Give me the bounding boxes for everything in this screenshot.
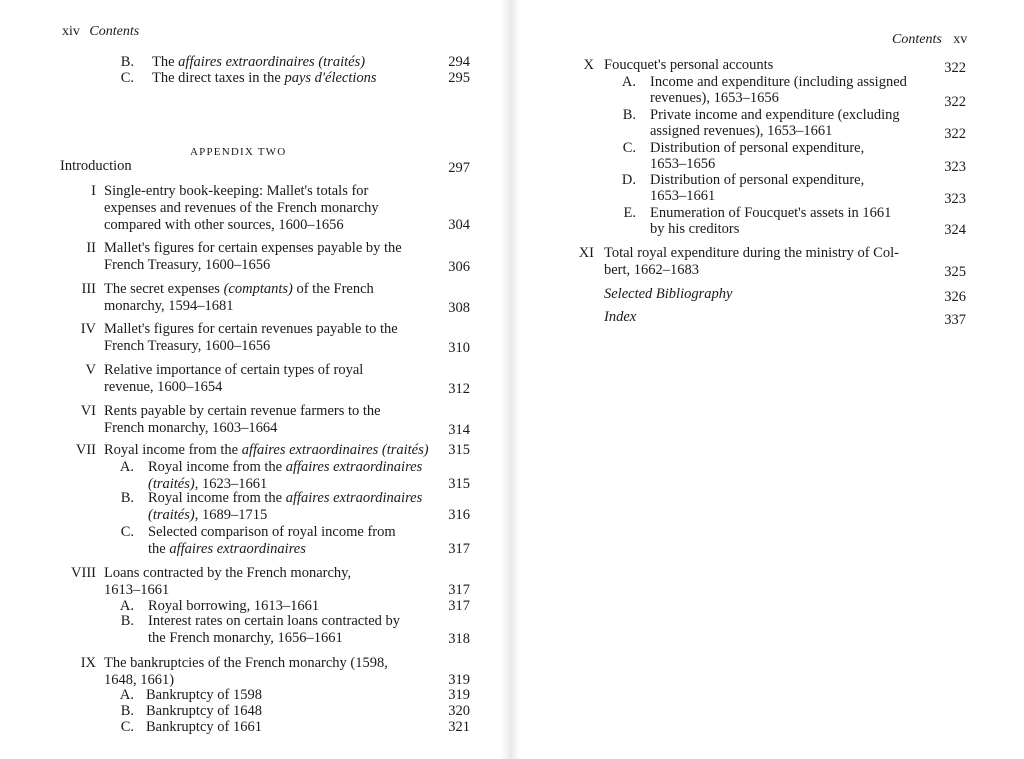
entry-numeral: VII [75,442,96,458]
entry-line-1: Royal borrowing, 1613–1661 [148,598,320,614]
toc-subentry-X-B[interactable] [614,107,966,141]
entry-page: 304 [448,217,470,233]
left-page-number: xiv [62,24,80,39]
entry-label: A. [119,687,134,703]
right-running-head [892,32,967,48]
entry-text: Royal income from the [148,490,286,506]
entry-line-2: 1613–1661 [104,582,170,598]
entry-line-1: Distribution of personal expenditure, [650,140,865,156]
entry-page: 294 [448,54,470,70]
left-page [0,0,500,759]
entry-page: 319 [448,672,470,688]
entry-line-1: Foucquet's personal accounts [604,57,774,73]
toc-entry-IX[interactable] [60,655,470,689]
entry-page: 322 [944,126,966,142]
entry-label: C. [622,140,636,156]
entry-line-2: French monarchy, 1603–1664 [104,420,278,436]
entry-line-1: Relative importance of certain types of royal [104,362,364,378]
entry-text-italic: affaires extraordinaires [169,541,306,557]
entry-line-2: assigned revenues), 1653–1661 [650,123,833,139]
entry-line-2: French Treasury, 1600–1656 [104,257,271,273]
entry-text-italic: affaires extraordinaires (traités) [241,442,429,458]
entry-label: B. [622,107,636,123]
right-page [520,0,1024,759]
toc-entry-VIII[interactable] [60,565,470,599]
entry-page: 326 [944,289,966,305]
entry-text: The secret expenses [104,281,224,297]
entry-label: C. [120,524,134,540]
toc-entry-V[interactable] [60,362,470,396]
entry-numeral: III [81,281,96,297]
entry-text: The [152,54,179,70]
entry-numeral: X [583,57,594,73]
toc-entry-III[interactable] [60,281,470,315]
entry-line-1: Bankruptcy of 1598 [146,687,262,703]
entry-page: 316 [448,507,470,523]
toc-subentry-IX-B[interactable] [100,703,470,719]
entry-label: B. [120,613,134,629]
entry-page: 322 [944,94,966,110]
entry-line-1: Mallet's figures for certain revenues payable to the [104,321,398,337]
entry-page: 297 [448,160,470,176]
entry-text-italic: affaires extraordinaires (traités) [178,54,366,70]
toc-subentry-IX-A[interactable] [100,687,470,703]
entry-numeral: VI [80,403,96,419]
entry-page: 314 [448,422,470,438]
toc-subentry-VIII-B[interactable] [100,613,470,647]
right-running-title: Contents [892,32,942,47]
entry-line-2: revenue, 1600–1654 [104,379,223,395]
entry-line-1 [104,442,429,458]
entry-line-1: Bankruptcy of 1648 [146,703,262,719]
entry-page: 321 [448,719,470,735]
entry-page: 324 [944,222,966,238]
entry-line-1: Private income and expenditure (excluding [650,107,900,123]
entry-line-2: 1653–1656 [650,156,716,172]
entry-line-1: Enumeration of Foucquet's assets in 1661 [650,205,892,221]
entry-text: Royal income from the [104,442,242,458]
toc-entry-VII[interactable] [60,442,470,460]
entry-text: the [148,541,170,557]
entry-label: A. [119,598,134,614]
toc-subentry-X-C[interactable] [614,140,966,174]
toc-entry-bibliography[interactable] [604,286,966,304]
entry-line-1 [148,459,422,475]
toc-subentry-IX-C[interactable] [100,719,470,735]
entry-label: B. [120,703,134,719]
book-gutter [500,0,520,759]
entry-label: B. [120,54,134,70]
entry-page: 315 [448,442,470,458]
entry-line-2 [148,507,267,523]
entry-text: The direct taxes in the [152,70,285,86]
entry-page: 337 [944,312,966,328]
entry-line-1: Interest rates on certain loans contracted by [148,613,401,629]
appendix-heading: APPENDIX TWO [190,146,287,158]
right-page-number: xv [953,32,968,47]
toc-entry-XI[interactable] [566,245,966,279]
left-running-title: Contents [89,24,140,39]
toc-subentry-VII-A[interactable] [100,459,470,493]
entry-numeral: II [86,240,96,256]
toc-entry-B[interactable] [100,54,470,70]
toc-entry-VI[interactable] [60,403,470,437]
entry-numeral: XI [578,245,594,261]
toc-entry-IV[interactable] [60,321,470,355]
toc-entry-I[interactable] [60,183,470,235]
entry-line-1: Distribution of personal expenditure, [650,172,865,188]
entry-line-1: Total royal expenditure during the ministry of Col- [604,245,899,261]
entry-line-2: French Treasury, 1600–1656 [104,338,271,354]
entry-numeral: V [85,362,96,378]
entry-label: A. [621,74,636,90]
left-running-head [62,24,139,40]
entry-line-1 [104,281,374,297]
entry-label: C. [120,70,134,86]
toc-subentry-VIII-A[interactable] [100,598,470,614]
entry-label: C. [120,719,134,735]
entry-line-2: bert, 1662–1683 [604,262,700,278]
entry-title: Selected Bibliography [604,286,733,302]
entry-text: of the French [292,281,374,297]
entry-title [152,70,377,86]
entry-text-italic: pays d'élections [284,70,377,86]
entry-text: , 1623–1661 [194,476,268,492]
entry-text: , 1689–1715 [194,507,268,523]
entry-line-2: revenues), 1653–1656 [650,90,779,106]
entry-numeral: I [91,183,96,199]
entry-page: 323 [944,191,966,207]
toc-subentry-VII-C[interactable] [100,524,470,558]
entry-page: 308 [448,300,470,316]
entry-page: 317 [448,582,470,598]
entry-text-italic: (traités) [148,507,195,523]
entry-line-1: Selected comparison of royal income from [148,524,396,540]
entry-page: 325 [944,264,966,280]
entry-line-1 [148,490,422,506]
entry-line-1: Rents payable by certain revenue farmers to the [104,403,381,419]
entry-title: Index [604,309,637,325]
entry-line-2: expenses and revenues of the French monarchy [104,200,379,216]
entry-title: Introduction [60,158,132,174]
entry-numeral: VIII [71,565,96,581]
entry-page: 317 [448,541,470,557]
entry-page: 295 [448,70,470,86]
entry-text-italic: (comptants) [223,281,293,297]
entry-line-2: monarchy, 1594–1681 [104,298,234,314]
toc-subentry-VII-B[interactable] [100,490,470,524]
toc-subentry-X-E[interactable] [614,205,966,239]
entry-line-1: Income and expenditure (including assigned [650,74,907,90]
entry-page: 323 [944,159,966,175]
entry-line-2: 1648, 1661) [104,672,175,688]
entry-page: 317 [448,598,470,614]
entry-line-2: the French monarchy, 1656–1661 [148,630,343,646]
entry-label: B. [120,490,134,506]
entry-text: Royal income from the [148,459,286,475]
entry-page: 306 [448,259,470,275]
entry-line-1: Loans contracted by the French monarchy, [104,565,352,581]
entry-line-2: 1653–1661 [650,188,716,204]
entry-line-1: Mallet's figures for certain expenses payable by the [104,240,402,256]
entry-label: A. [119,459,134,475]
toc-entry-index[interactable] [604,309,966,327]
entry-page: 319 [448,687,470,703]
entry-page: 315 [448,476,470,492]
toc-entry-C[interactable] [100,70,470,86]
toc-subentry-X-A[interactable] [614,74,966,108]
entry-line-3: compared with other sources, 1600–1656 [104,217,344,233]
entry-page: 310 [448,340,470,356]
entry-line-1: Single-entry book-keeping: Mallet's totals for [104,183,369,199]
entry-text-italic: affaires extraordinaires [285,490,423,506]
toc-entry-II[interactable] [60,240,470,274]
entry-title [152,54,365,70]
entry-label: E. [623,205,636,221]
entry-text-italic: affaires extraordinaires [285,459,423,475]
entry-page: 312 [448,381,470,397]
entry-line-2: by his creditors [650,221,740,237]
entry-line-2 [148,541,306,557]
entry-label: D. [621,172,636,188]
entry-numeral: IX [80,655,96,671]
entry-line-1: The bankruptcies of the French monarchy (1598, [104,655,388,671]
entry-page: 322 [944,60,966,76]
entry-page: 318 [448,631,470,647]
toc-subentry-X-D[interactable] [614,172,966,206]
entry-line-1: Bankruptcy of 1661 [146,719,262,735]
entry-page: 320 [448,703,470,719]
entry-text-italic: (traités) [148,476,195,492]
entry-numeral: IV [80,321,96,337]
toc-entry-X[interactable] [578,57,966,75]
